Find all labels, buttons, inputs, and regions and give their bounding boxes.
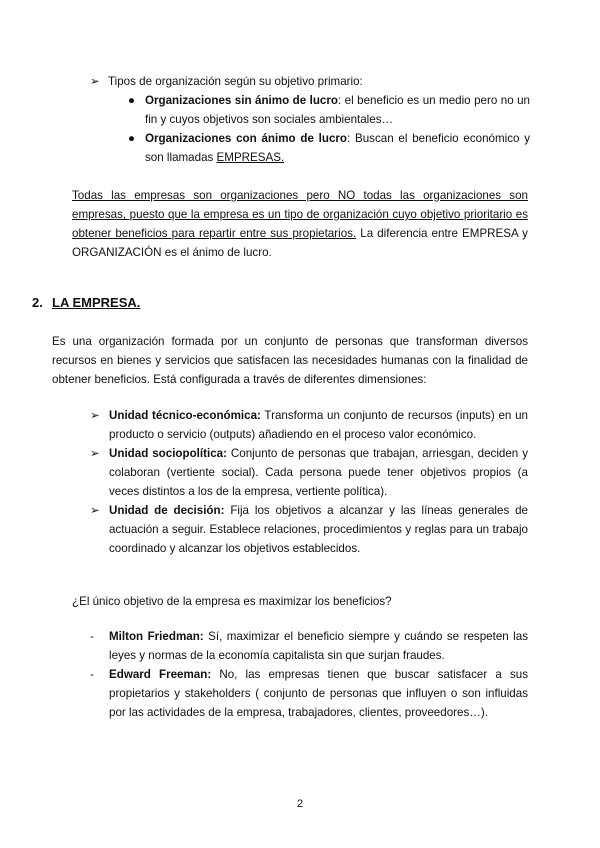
- list-item: [90, 665, 528, 722]
- answer-text: Sí, maximizar el beneficio siempre y cuándo se respeten las leyes y normas de la economía capitalista sin que surjan fraudes.: [109, 630, 528, 662]
- section-heading: [32, 293, 140, 312]
- answers-list: [90, 627, 528, 722]
- arrow-bullet-icon: ➢: [90, 504, 100, 517]
- answer-term: Milton Friedman:: [109, 630, 204, 643]
- list-item: [128, 129, 530, 167]
- dimensions-list: [90, 406, 528, 558]
- list-item-text: : Buscan el beneficio económico y son llamadas: [145, 132, 530, 164]
- dimension-term: Unidad de decisión:: [109, 504, 225, 517]
- dimension-term: Unidad sociopolítica:: [109, 447, 227, 460]
- dimension-text: Fija los objetivos a alcanzar y las líneas generales de actuación a seguir. Establece relaciones, procedimientos y reglas para un trabajo coordinado y alcanzar los objetivos establecidos.: [109, 504, 528, 555]
- answer-term: Edward Freeman:: [109, 668, 212, 681]
- dash-bullet-icon: -: [90, 630, 94, 643]
- section-title: LA EMPRESA.: [52, 295, 141, 310]
- note-rest-text: La diferencia entre EMPRESA y ORGANIZACIÓN es el ánimo de lucro.: [72, 227, 528, 259]
- question-text: ¿El único objetivo de la empresa es maximizar los beneficios?: [72, 595, 392, 608]
- list-item: [128, 91, 530, 129]
- list-item: [90, 501, 528, 558]
- dimension-text: Transforma un conjunto de recursos (inputs) en un producto o servicio (outputs) añadiendo en el proceso valor económico.: [109, 409, 528, 441]
- intro-paragraph: Es una organización formada por un conjunto de personas que transforman diversos recursos en bienes y servicios que satisfacen las necesidades humanas con la finalidad de obtener beneficios. Está configurada a través de diferentes dimensiones:: [52, 335, 528, 386]
- section-number: 2.: [32, 295, 43, 310]
- dimension-term: Unidad técnico-económica:: [109, 409, 261, 422]
- list-item-text: : el beneficio es un medio pero no un fin y cuyos objetivos son sociales ambientales…: [145, 94, 530, 126]
- types-intro-text: Tipos de organización según su objetivo primario:: [108, 75, 363, 88]
- bullet-dot-icon: ●: [128, 132, 136, 145]
- note-underlined-text: Todas las empresas son organizaciones pero NO todas las organizaciones son empresas, puesto que la empresa es un tipo de organización cuyo objetivo prioritario es obtener beneficios para repartir entre sus propietarios.: [72, 189, 528, 240]
- page-number: 2: [296, 798, 304, 810]
- types-intro: [90, 72, 530, 91]
- list-item: [90, 627, 528, 665]
- arrow-bullet-icon: ➢: [90, 75, 100, 88]
- answer-text: No, las empresas tienen que buscar satisfacer a sus propietarios y stakeholders ( conjunto de personas que influyen o son influidas por las actividades de la empresa, trabajadores, clientes, proveedores…).: [109, 668, 528, 719]
- bullet-dot-icon: ●: [128, 94, 136, 107]
- dash-bullet-icon: -: [90, 668, 94, 681]
- list-item-term: Organizaciones con ánimo de lucro: [145, 132, 348, 145]
- list-item: [90, 444, 528, 501]
- arrow-bullet-icon: ➢: [90, 447, 100, 460]
- dimension-text: Conjunto de personas que trabajan, arriesgan, deciden y colaboran (vertiente social). Cada persona puede tener objetivos propios (a veces distintos a los de la empresa, vertiente política).: [109, 447, 528, 498]
- note-paragraph: [72, 186, 528, 262]
- types-list: [128, 91, 530, 167]
- arrow-bullet-icon: ➢: [90, 409, 100, 422]
- list-item: [90, 406, 528, 444]
- list-item-term: Organizaciones sin ánimo de lucro: [145, 94, 338, 107]
- empresas-underlined: EMPRESAS.: [216, 151, 285, 164]
